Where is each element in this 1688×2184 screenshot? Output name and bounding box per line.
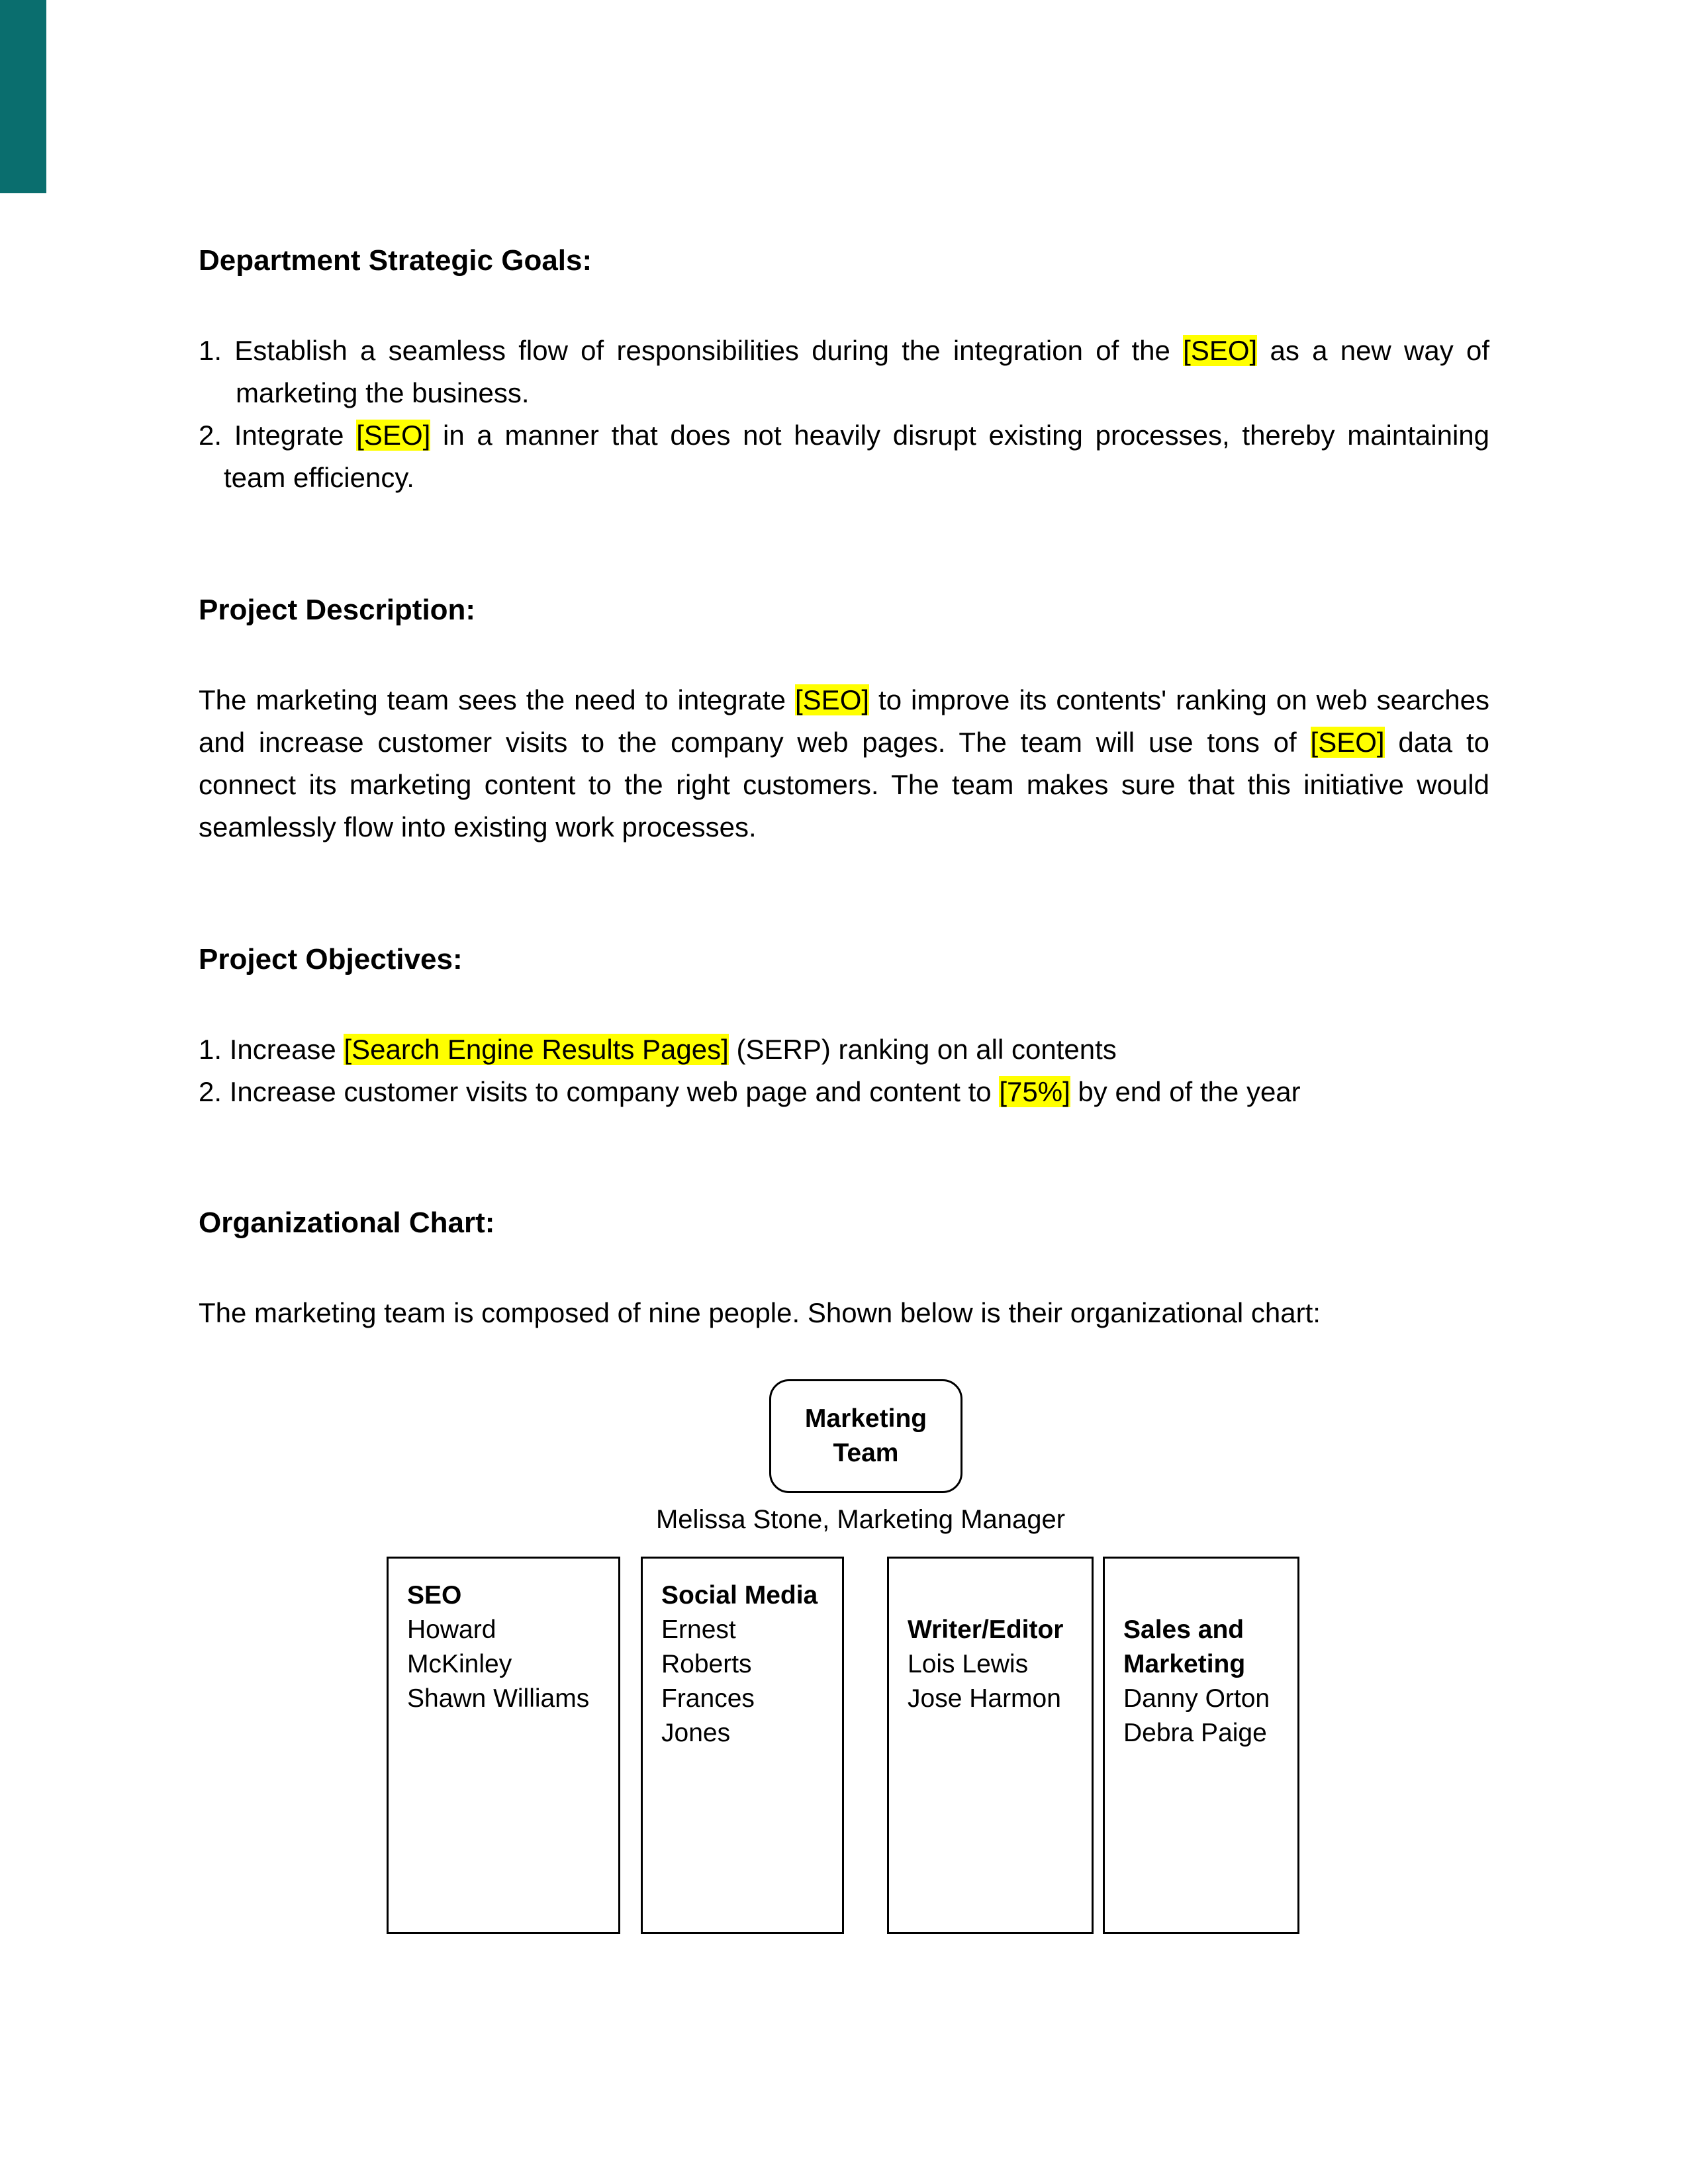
dept-title: Writer/Editor (908, 1615, 1064, 1644)
highlight-seo: [SEO] (356, 420, 431, 451)
description-paragraph (199, 679, 1489, 848)
org-chart-intro: The marketing team is composed of nine people. Shown below is their organizational chart: (199, 1297, 1321, 1328)
dept-member: Lois Lewis (908, 1650, 1029, 1678)
list-number: 1. (199, 1034, 222, 1065)
dept-title: Marketing (1123, 1650, 1246, 1678)
goal-text: in a manner that does not heavily disrupt existing processes, thereby maintaining team efficiency. (224, 420, 1490, 493)
highlight-seo: [SEO] (1310, 727, 1385, 758)
highlight-serp: [Search Engine Results Pages] (344, 1034, 729, 1065)
objective-text: Increase customer visits to company web page and content to (229, 1076, 992, 1107)
dept-title: Social Media (661, 1581, 818, 1610)
description-text: The marketing team sees the need to integrate (199, 684, 786, 715)
highlight-seo: [SEO] (1183, 335, 1258, 366)
objective-text: Increase (229, 1034, 336, 1065)
org-dept-writer-editor (887, 1557, 1094, 1934)
list-number: 1. (199, 335, 222, 366)
dept-member: Debra Paige (1123, 1719, 1267, 1747)
org-dept-social-media (641, 1557, 844, 1934)
highlight-percent: [75%] (999, 1076, 1070, 1107)
objective-item-1 (199, 1028, 1489, 1071)
org-dept-sales-marketing (1103, 1557, 1299, 1934)
description-text: data to connect its marketing content to the right customers. The team makes sure that this initiative would seamlessly flow into existing work processes. (199, 727, 1490, 842)
dept-member: Jose Harmon (908, 1684, 1061, 1713)
dept-member: Roberts (661, 1650, 752, 1678)
goal-text: as a new way of marketing the business. (236, 335, 1489, 408)
org-root-node (769, 1379, 962, 1493)
org-manager: Melissa Stone, Marketing Manager (655, 1505, 1066, 1534)
objective-text: by end of the year (1078, 1076, 1301, 1107)
goal-text: Establish a seamless flow of responsibilities during the integration of the (234, 335, 1170, 366)
description-heading: Project Description: (199, 594, 476, 626)
dept-member: McKinley (407, 1650, 512, 1678)
dept-member: Howard (407, 1615, 496, 1644)
goals-heading: Department Strategic Goals: (199, 244, 592, 277)
dept-member: Danny Orton (1123, 1684, 1270, 1713)
dept-member: Ernest (661, 1615, 736, 1644)
goal-item-2 (199, 414, 1489, 499)
description-text: to improve its contents' ranking on web searches and increase customer visits to the company web pages. The team will use tons of (199, 684, 1490, 758)
dept-title: Sales and (1123, 1615, 1244, 1644)
accent-bar (0, 0, 46, 193)
org-dept-seo (387, 1557, 620, 1934)
list-number: 2. (199, 420, 222, 451)
highlight-seo: [SEO] (795, 684, 870, 715)
org-root-label: Team (833, 1439, 899, 1467)
list-number: 2. (199, 1076, 222, 1107)
objective-text: (SERP) ranking on all contents (736, 1034, 1117, 1065)
objectives-heading: Project Objectives: (199, 943, 463, 976)
dept-title: SEO (407, 1581, 462, 1610)
org-root-label: Marketing (804, 1404, 927, 1433)
objective-item-2 (199, 1071, 1489, 1113)
dept-member: Frances Jones (661, 1684, 755, 1747)
dept-member: Shawn Williams (407, 1684, 590, 1713)
org-chart-heading: Organizational Chart: (199, 1206, 495, 1239)
goal-text: Integrate (234, 420, 344, 451)
goal-item-1 (199, 330, 1489, 414)
